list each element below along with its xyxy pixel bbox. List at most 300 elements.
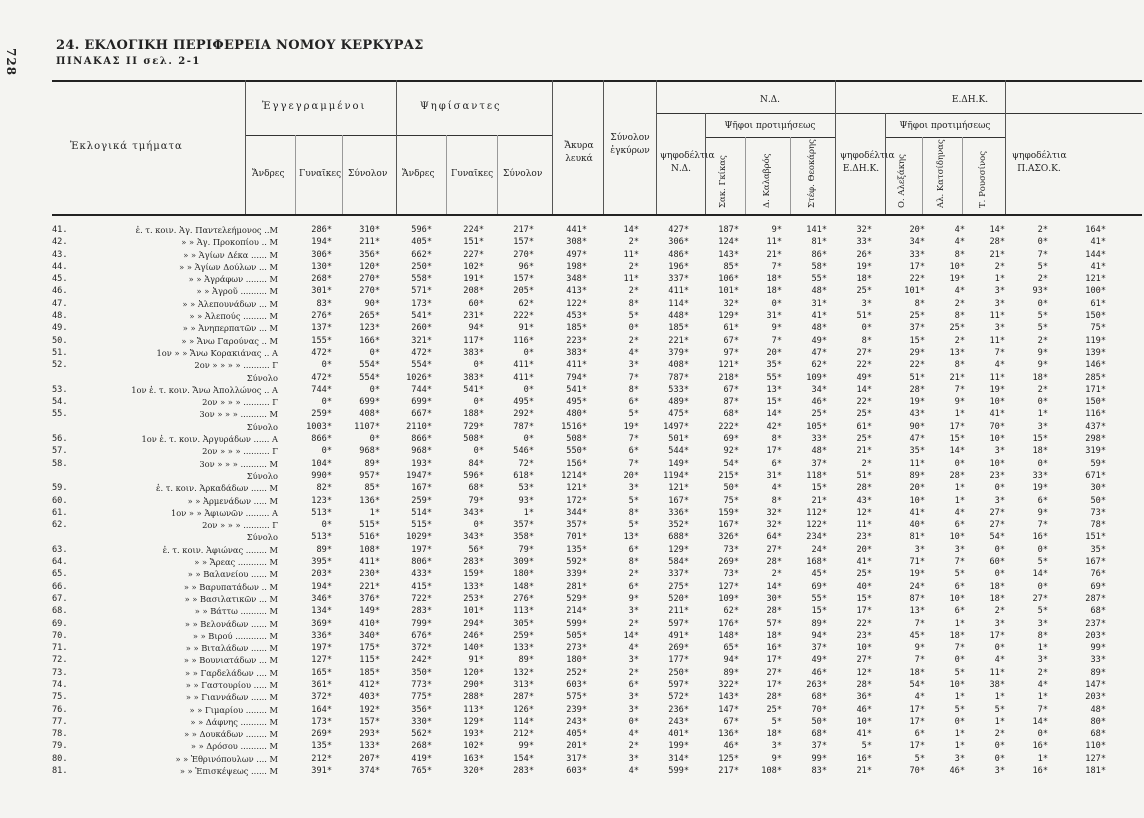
table-cell: 150*: [1085, 397, 1106, 408]
table-cell: 3*: [628, 704, 639, 715]
table-cell: 194*: [311, 581, 332, 592]
row-number: 42.: [52, 237, 68, 248]
table-cell: 1*: [523, 507, 534, 518]
table-cell: 70*: [811, 704, 827, 715]
table-cell: 544*: [668, 446, 689, 457]
table-cell: 990*: [311, 470, 332, 481]
table-cell: 167*: [1085, 557, 1106, 568]
table-cell: 599*: [668, 766, 689, 777]
table-cell: 143*: [718, 692, 739, 703]
table-cell: 166*: [359, 335, 380, 346]
table-cell: 127*: [1085, 753, 1106, 764]
table-cell: 8*: [914, 298, 925, 309]
precinct-name: » » Ἁγίων Δούλων ... Μ: [179, 261, 278, 272]
table-cell: 1*: [994, 274, 1005, 285]
table-cell: 148*: [513, 581, 534, 592]
table-cell: 147*: [718, 704, 739, 715]
table-cell: 70*: [989, 421, 1005, 432]
row-number: 50.: [52, 335, 68, 346]
table-cell: 603*: [566, 766, 587, 777]
table-cell: 101*: [718, 286, 739, 297]
table-cell: 1*: [954, 729, 965, 740]
precinct-name: 2ον » » » .......... Γ: [202, 520, 278, 531]
table-cell: 17*: [909, 716, 925, 727]
table-cell: 6*: [628, 397, 639, 408]
table-cell: 73*: [723, 569, 739, 580]
table-cell: 270*: [359, 274, 380, 285]
header-registered: Ἐγγεγραμμένοι: [262, 101, 367, 112]
table-cell: 197*: [411, 544, 432, 555]
table-cell: 218*: [718, 372, 739, 383]
table-cell: 207*: [359, 753, 380, 764]
table-cell: 84*: [468, 458, 484, 469]
table-cell: 94*: [811, 630, 827, 641]
table-cell: 50*: [723, 483, 739, 494]
table-cell: 356*: [359, 249, 380, 260]
table-cell: 8*: [628, 384, 639, 395]
table-cell: 343*: [463, 532, 484, 543]
table-row: [52, 519, 1142, 531]
table-cell: 224*: [463, 225, 484, 235]
table-cell: 0*: [954, 655, 965, 666]
table-cell: 671*: [1085, 470, 1106, 481]
table-cell: 6*: [1037, 495, 1048, 506]
table-cell: 1*: [994, 692, 1005, 703]
table-cell: 163*: [463, 753, 484, 764]
table-cell: 100*: [1085, 286, 1106, 297]
table-subtitle: ΠΙΝΑΚΑΣ II σελ. 2-1: [56, 56, 201, 67]
table-cell: 118*: [806, 470, 827, 481]
table-cell: 87*: [723, 397, 739, 408]
table-cell: 46*: [723, 741, 739, 752]
table-cell: 0*: [1037, 458, 1048, 469]
table-cell: 41*: [909, 507, 925, 518]
table-cell: 61*: [1090, 298, 1106, 309]
header-nd-cand-1: Σακ. Γκίκας: [718, 155, 728, 208]
table-cell: 306*: [311, 249, 332, 260]
table-cell: 222*: [718, 421, 739, 432]
table-cell: 157*: [513, 274, 534, 285]
table-cell: 744*: [411, 384, 432, 395]
table-cell: 322*: [718, 679, 739, 690]
table-cell: 101*: [904, 286, 925, 297]
table-cell: 203*: [311, 569, 332, 580]
table-cell: 85*: [723, 261, 739, 272]
table-cell: 76*: [1090, 569, 1106, 580]
precinct-name: » » Ἀγροῦ .......... Μ: [196, 286, 278, 297]
table-cell: 1*: [954, 618, 965, 629]
table-cell: 269*: [718, 557, 739, 568]
header-bottom-rule: [52, 214, 1142, 216]
row-number: 51.: [52, 347, 68, 358]
table-cell: 571*: [411, 286, 432, 297]
precinct-name: Σύνολο: [246, 470, 278, 481]
table-cell: 408*: [668, 360, 689, 371]
table-cell: 81*: [811, 237, 827, 248]
row-number: 54.: [52, 397, 68, 408]
table-cell: 1*: [1037, 692, 1048, 703]
table-cell: 27*: [989, 520, 1005, 531]
vrule: [835, 80, 836, 214]
table-cell: 99*: [1090, 643, 1106, 654]
table-cell: 453*: [566, 311, 587, 322]
table-cell: 340*: [359, 630, 380, 641]
table-cell: 2*: [954, 335, 965, 346]
table-cell: 491*: [668, 630, 689, 641]
table-cell: 10*: [949, 261, 965, 272]
header-valid: Σύνολον ἐγκύρων: [610, 133, 650, 156]
table-cell: 352*: [668, 520, 689, 531]
table-cell: 794*: [566, 372, 587, 383]
table-cell: 259*: [411, 495, 432, 506]
table-cell: 16*: [1032, 741, 1048, 752]
table-cell: 314*: [668, 753, 689, 764]
table-cell: 144*: [1085, 249, 1106, 260]
vrule: [446, 135, 447, 214]
table-cell: 215*: [718, 470, 739, 481]
table-cell: 69*: [723, 434, 739, 445]
table-cell: 501*: [668, 434, 689, 445]
table-cell: 14*: [989, 225, 1005, 235]
top-rule: [52, 80, 1142, 82]
table-cell: 270*: [359, 286, 380, 297]
vrule: [342, 135, 343, 214]
row-number: 44.: [52, 261, 68, 272]
table-cell: 36*: [856, 692, 872, 703]
table-cell: 667*: [411, 409, 432, 420]
table-cell: 68*: [1090, 606, 1106, 617]
table-cell: 15*: [856, 593, 872, 604]
table-cell: 203*: [1085, 630, 1106, 641]
table-cell: 27*: [766, 667, 782, 678]
table-cell: 33*: [909, 249, 925, 260]
table-row: [52, 322, 1142, 334]
table-cell: 27*: [989, 507, 1005, 518]
table-cell: 20*: [766, 347, 782, 358]
table-cell: 472*: [411, 347, 432, 358]
table-row: [52, 716, 1142, 728]
table-cell: 81*: [909, 532, 925, 543]
table-cell: 79*: [468, 495, 484, 506]
table-cell: 259*: [513, 630, 534, 641]
row-number: 58.: [52, 458, 68, 469]
table-cell: 48*: [811, 286, 827, 297]
table-cell: 5*: [628, 520, 639, 531]
table-cell: 9*: [954, 397, 965, 408]
row-number: 81.: [52, 766, 68, 777]
table-cell: 203*: [1085, 692, 1106, 703]
table-cell: 787*: [513, 421, 534, 432]
table-cell: 4*: [994, 360, 1005, 371]
row-number: 52.: [52, 360, 68, 371]
table-cell: 29*: [909, 347, 925, 358]
table-cell: 41*: [989, 409, 1005, 420]
table-cell: 533*: [668, 384, 689, 395]
table-cell: 234*: [806, 532, 827, 543]
vrule: [790, 137, 791, 214]
table-cell: 515*: [411, 520, 432, 531]
table-cell: 283*: [463, 557, 484, 568]
table-row: [52, 679, 1142, 691]
table-cell: 89*: [316, 544, 332, 555]
table-cell: 35*: [766, 360, 782, 371]
table-cell: 7*: [1037, 249, 1048, 260]
table-cell: 4*: [954, 286, 965, 297]
table-cell: 308*: [566, 237, 587, 248]
table-cell: 222*: [513, 311, 534, 322]
table-cell: 2*: [771, 569, 782, 580]
table-cell: 37*: [811, 741, 827, 752]
table-cell: 121*: [566, 483, 587, 494]
table-cell: 80*: [1090, 716, 1106, 727]
table-cell: 15*: [811, 483, 827, 494]
table-cell: 8*: [771, 434, 782, 445]
table-cell: 237*: [1085, 618, 1106, 629]
table-cell: 141*: [806, 225, 827, 235]
table-cell: 508*: [463, 434, 484, 445]
table-cell: 722*: [411, 593, 432, 604]
table-cell: 321*: [411, 335, 432, 346]
table-cell: 263*: [806, 679, 827, 690]
table-cell: 43*: [856, 495, 872, 506]
table-cell: 35*: [909, 446, 925, 457]
table-cell: 372*: [311, 692, 332, 703]
table-cell: 369*: [311, 618, 332, 629]
table-cell: 83*: [811, 766, 827, 777]
table-cell: 7*: [914, 618, 925, 629]
table-cell: 14*: [1032, 716, 1048, 727]
table-cell: 21*: [989, 249, 1005, 260]
table-cell: 265*: [359, 311, 380, 322]
table-cell: 597*: [668, 679, 689, 690]
table-cell: 15*: [811, 606, 827, 617]
table-cell: 17*: [909, 261, 925, 272]
table-cell: 6*: [954, 581, 965, 592]
table-cell: 558*: [411, 274, 432, 285]
table-cell: 25*: [856, 434, 872, 445]
table-cell: 31*: [766, 311, 782, 322]
table-cell: 143*: [718, 249, 739, 260]
table-row: [52, 396, 1142, 408]
table-cell: 2110*: [406, 421, 432, 432]
table-cell: 2*: [994, 729, 1005, 740]
table-cell: 268*: [411, 741, 432, 752]
table-cell: 199*: [668, 741, 689, 752]
table-cell: 40*: [909, 520, 925, 531]
vrule: [552, 80, 553, 214]
table-cell: 93*: [1032, 286, 1048, 297]
table-cell: 193*: [463, 729, 484, 740]
header-men: Ἄνδρες: [402, 169, 435, 179]
table-cell: 217*: [718, 766, 739, 777]
table-cell: 33*: [1032, 470, 1048, 481]
table-cell: 99*: [811, 753, 827, 764]
table-cell: 3*: [771, 741, 782, 752]
table-cell: 3*: [628, 753, 639, 764]
table-row: [52, 568, 1142, 580]
table-row: [52, 372, 1142, 384]
table-cell: 53*: [518, 483, 534, 494]
table-cell: 11*: [989, 667, 1005, 678]
table-cell: 0*: [369, 347, 380, 358]
row-number: 65.: [52, 569, 68, 580]
table-cell: 32*: [766, 507, 782, 518]
table-cell: 83*: [316, 298, 332, 309]
table-cell: 2*: [994, 606, 1005, 617]
row-number: 41.: [52, 225, 68, 235]
row-number: [52, 470, 82, 482]
table-cell: 67*: [723, 384, 739, 395]
table-cell: 58*: [811, 261, 827, 272]
table-cell: 211*: [668, 606, 689, 617]
table-cell: 11*: [623, 249, 639, 260]
precinct-name: » » Δρόσου .......... Μ: [190, 741, 278, 752]
table-cell: 20*: [623, 470, 639, 481]
table-cell: 7*: [628, 372, 639, 383]
table-cell: 22*: [856, 360, 872, 371]
table-cell: 109*: [718, 593, 739, 604]
table-cell: 194*: [311, 237, 332, 248]
table-cell: 25*: [811, 409, 827, 420]
table-row: [52, 224, 1142, 236]
table-cell: 337*: [668, 274, 689, 285]
table-cell: 15*: [1032, 434, 1048, 445]
table-cell: 156*: [566, 458, 587, 469]
table-cell: 37*: [811, 458, 827, 469]
table-cell: 9*: [628, 593, 639, 604]
table-cell: 330*: [411, 716, 432, 727]
table-cell: 94*: [723, 655, 739, 666]
table-cell: 89*: [811, 618, 827, 629]
table-cell: 541*: [411, 311, 432, 322]
table-cell: 7*: [628, 458, 639, 469]
table-cell: 9*: [1037, 360, 1048, 371]
table-cell: 2*: [628, 286, 639, 297]
row-number: 80.: [52, 753, 68, 764]
table-row: [52, 359, 1142, 371]
table-cell: 3*: [1037, 421, 1048, 432]
table-cell: 243*: [566, 716, 587, 727]
table-cell: 151*: [1085, 532, 1106, 543]
table-cell: 25*: [909, 311, 925, 322]
table-cell: 0*: [1037, 729, 1048, 740]
table-cell: 49*: [811, 655, 827, 666]
table-cell: 150*: [1085, 311, 1106, 322]
table-cell: 3*: [994, 298, 1005, 309]
table-cell: 21*: [811, 495, 827, 506]
table-cell: 11*: [989, 311, 1005, 322]
table-body: [52, 224, 1142, 777]
table-cell: 10*: [856, 643, 872, 654]
table-cell: 19*: [856, 261, 872, 272]
row-number: 73.: [52, 667, 68, 678]
vrule: [705, 113, 706, 214]
table-cell: 5*: [1037, 311, 1048, 322]
table-cell: 19*: [949, 274, 965, 285]
table-cell: 0*: [1037, 581, 1048, 592]
header-total: Σύνολον: [503, 169, 543, 179]
table-cell: 168*: [806, 557, 827, 568]
table-cell: 8*: [1037, 630, 1048, 641]
table-cell: 221*: [668, 335, 689, 346]
table-cell: 0*: [861, 323, 872, 334]
table-cell: 283*: [513, 766, 534, 777]
table-cell: 1*: [369, 507, 380, 518]
vrule: [656, 80, 657, 214]
header-mid-rule-4: [885, 137, 1005, 138]
table-cell: 603*: [566, 679, 587, 690]
table-cell: 223*: [566, 335, 587, 346]
precinct-name: Σύνολο: [246, 421, 278, 432]
precinct-name: » » Βαλανείου ...... Μ: [187, 569, 278, 580]
table-cell: 319*: [1085, 446, 1106, 457]
table-cell: 87*: [909, 593, 925, 604]
table-cell: 171*: [1085, 384, 1106, 395]
row-number: 77.: [52, 716, 68, 727]
table-cell: 408*: [359, 409, 380, 420]
table-cell: 64*: [766, 532, 782, 543]
table-cell: 0*: [1037, 544, 1048, 555]
table-cell: 281*: [566, 581, 587, 592]
table-cell: 24*: [909, 581, 925, 592]
precinct-name: » » Ἀνηπερπατῶν ... Μ: [182, 323, 278, 334]
table-cell: 3*: [994, 446, 1005, 457]
table-cell: 106*: [718, 274, 739, 285]
table-row: [52, 507, 1142, 519]
table-cell: 104*: [311, 458, 332, 469]
table-cell: 326*: [718, 532, 739, 543]
table-cell: 275*: [668, 581, 689, 592]
table-cell: 196*: [668, 261, 689, 272]
table-cell: 89*: [518, 655, 534, 666]
table-row: [52, 728, 1142, 740]
table-cell: 337*: [668, 569, 689, 580]
header-edik-cand-1: Ο. Αλεξάκης: [897, 154, 907, 208]
precinct-name: » » Ἀλεπουνάδων ... Μ: [182, 298, 278, 309]
table-cell: 260*: [411, 323, 432, 334]
table-cell: 18*: [989, 581, 1005, 592]
table-cell: 33*: [856, 237, 872, 248]
table-cell: 55*: [766, 372, 782, 383]
precinct-name: » » Βελονάδων ...... Μ: [184, 618, 278, 629]
table-cell: 121*: [668, 483, 689, 494]
table-cell: 41*: [856, 729, 872, 740]
table-cell: 11*: [623, 274, 639, 285]
table-cell: 146*: [1085, 360, 1106, 371]
table-cell: 513*: [311, 507, 332, 518]
table-cell: 701*: [566, 532, 587, 543]
table-cell: 357*: [566, 520, 587, 531]
table-cell: 10*: [909, 495, 925, 506]
table-cell: 132*: [513, 667, 534, 678]
table-cell: 41*: [1090, 237, 1106, 248]
table-cell: 99*: [518, 741, 534, 752]
table-cell: 405*: [411, 237, 432, 248]
table-row: [52, 581, 1142, 593]
table-cell: 415*: [411, 581, 432, 592]
table-cell: 0*: [954, 716, 965, 727]
header-edik-cand-2: Αλ. Κατσίδηνας: [936, 139, 946, 208]
table-row: [52, 310, 1142, 322]
table-cell: 3*: [861, 298, 872, 309]
table-cell: 2*: [1037, 225, 1048, 235]
table-row: [52, 482, 1142, 494]
table-cell: 32*: [856, 225, 872, 235]
precinct-name: ἐ. τ. κοιν. Ἀρκαδάδων ...... Μ: [156, 483, 278, 494]
table-cell: 60*: [468, 298, 484, 309]
table-cell: 356*: [411, 704, 432, 715]
table-cell: 28*: [766, 557, 782, 568]
